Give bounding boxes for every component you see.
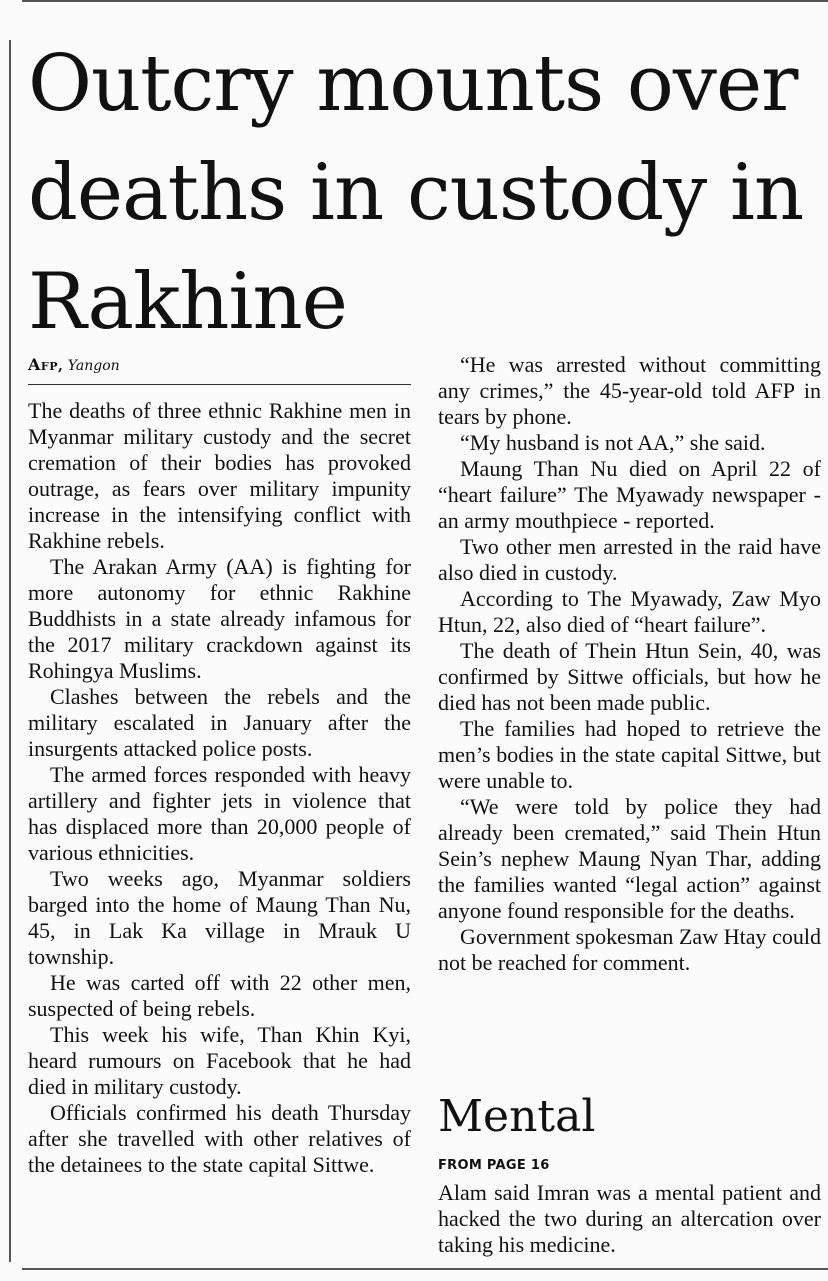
paragraph: The deaths of three ethnic Rakhine men in Myanmar military custody and the secret cremation of their bodies has provoked outrage, as fears over military impunity increase in the intensifying conflict with Rakhine rebels. <box>28 398 411 553</box>
paragraph: The Arakan Army (AA) is fighting for more autonomy for ethnic Rakhine Buddhists in a state already infamous for the 2017 military crackdown against its Rohingya Muslims. <box>28 554 411 683</box>
paragraph: Alam said Imran was a mental patient and hacked the two during an altercation over taking his medicine. <box>438 1180 821 1257</box>
paragraph: He was carted off with 22 other men, suspected of being rebels. <box>28 970 411 1021</box>
byline-place: Yangon <box>67 358 120 374</box>
byline-agency: Afp <box>28 355 58 374</box>
paragraph: “We were told by police they had already been cremated,” said Thein Htun Sein’s nephew Maung Nyan Thar, adding the families wanted “legal action” against anyone found responsible for the deaths. <box>438 794 821 923</box>
paragraph: The armed forces responded with heavy artillery and fighter jets in violence that has displaced more than 20,000 people of various ethnicities. <box>28 762 411 865</box>
jump-line: FROM PAGE 16 <box>438 1158 550 1173</box>
paragraph: Two weeks ago, Myanmar soldiers barged into the home of Maung Than Nu, 45, in Lak Ka village in Mrauk U township. <box>28 866 411 969</box>
byline-rule <box>28 384 411 385</box>
paragraph: The families had hoped to retrieve the men’s bodies in the state capital Sittwe, but were unable to. <box>438 716 821 793</box>
paragraph: Government spokesman Zaw Htay could not be reached for comment. <box>438 924 821 975</box>
paragraph: Clashes between the rebels and the military escalated in January after the insurgents attacked police posts. <box>28 684 411 761</box>
headline: Outcry mounts over deaths in custody in Rakhine <box>28 39 804 347</box>
column-rule-left <box>9 40 11 1262</box>
paragraph: “My husband is not AA,” she said. <box>460 430 766 455</box>
continuation-body <box>438 1180 821 1258</box>
paragraph: “He was arrested without committing any crimes,” the 45-year-old told AFP in tears by phone. <box>438 352 821 429</box>
paragraph: The death of Thein Htun Sein, 40, was confirmed by Sittwe officials, but how he died has not been made public. <box>438 638 821 715</box>
paragraph: This week his wife, Than Khin Kyi, heard rumours on Facebook that he had died in military custody. <box>28 1022 411 1099</box>
article-column-right <box>438 352 821 976</box>
article-column-left <box>28 398 411 1178</box>
top-rule <box>22 0 828 2</box>
byline <box>28 355 120 376</box>
paragraph: According to The Myawady, Zaw Myo Htun, 22, also died of “heart failure”. <box>438 586 821 637</box>
continuation-title: Mental <box>438 1091 596 1142</box>
paragraph: Officials confirmed his death Thursday after she travelled with other relatives of the detainees to the state capital Sittwe. <box>28 1100 411 1177</box>
paragraph: Maung Than Nu died on April 22 of “heart failure” The Myawady newspaper - an army mouthpiece - reported. <box>438 456 821 533</box>
byline-separator: , <box>58 358 68 374</box>
paragraph: Two other men arrested in the raid have also died in custody. <box>438 534 821 585</box>
bottom-rule <box>22 1268 828 1270</box>
